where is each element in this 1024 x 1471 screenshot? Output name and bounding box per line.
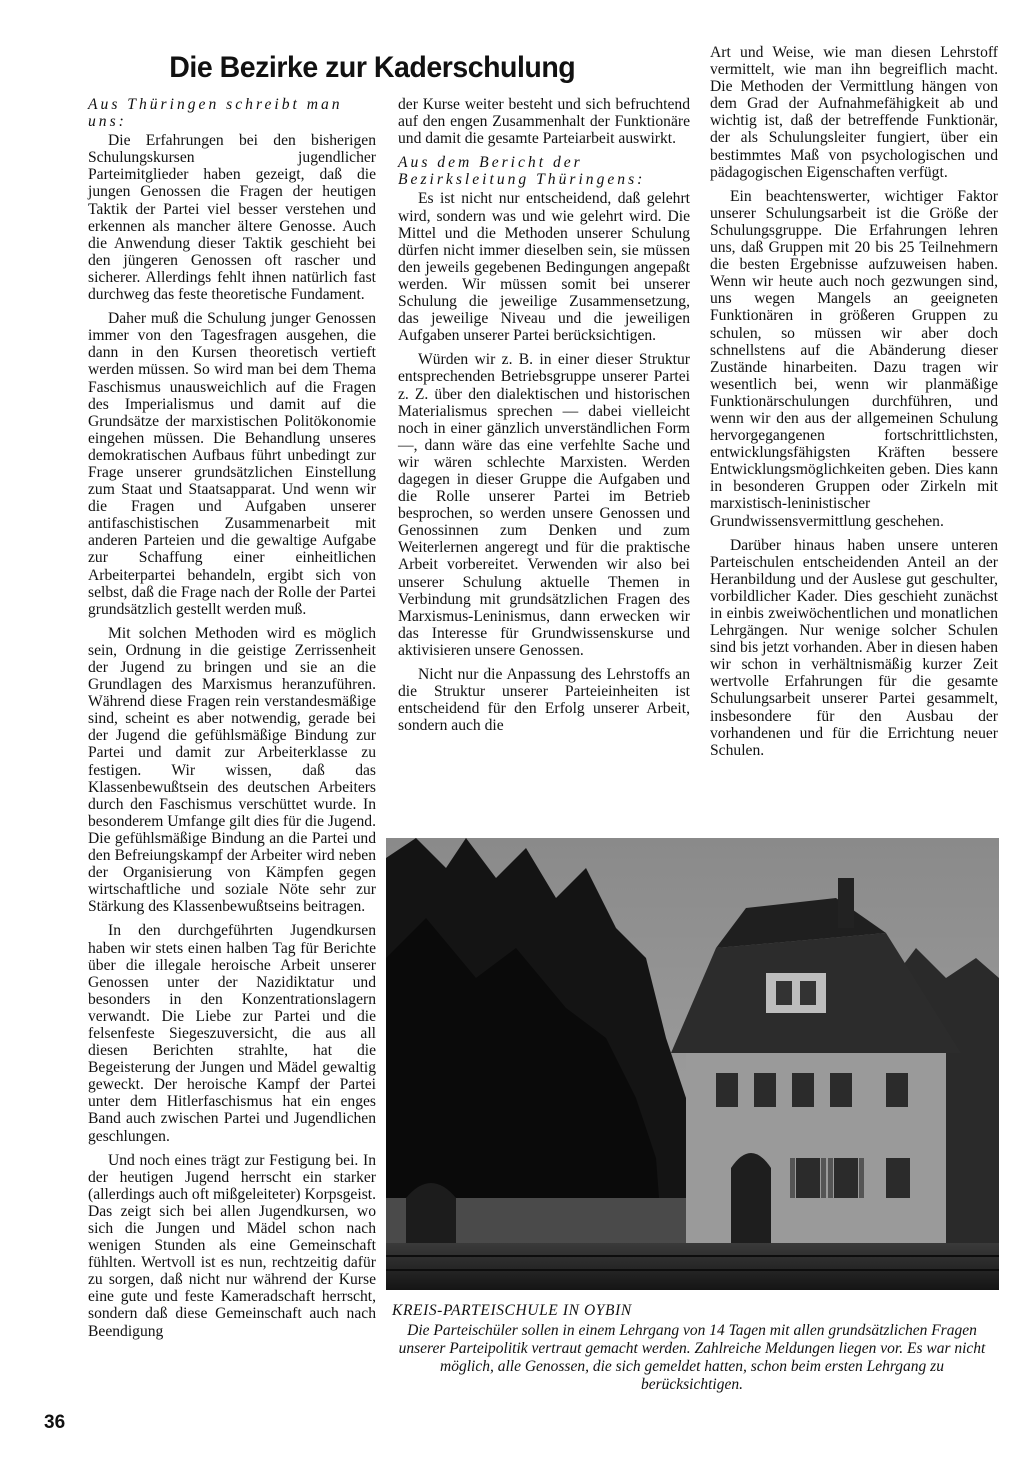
photo-caption-title: KREIS-PARTEISCHULE IN OYBIN: [392, 1302, 632, 1319]
photo-caption-text: Die Parteischüler sollen in einem Lehrgang von 14 Tagen mit allen grundsätzlichen Fragen unserer Parteipolitik vertraut gemacht werden. Zahlreiche Meldungen liegen vor. Es war nicht möglich, alle Genossen, die sich gemeldet hatten, schon beim ersten Lehrgang zu berücksichtigen.: [398, 1322, 986, 1393]
column-2-paragraph: Würden wir z. B. in einer dieser Struktur entsprechenden Betriebsgruppe unserer Partei z. Z. über den dialektischen und historischen Materialismus sprechen — dabei vielleicht noch in einer gänzlich unverständlichen Form —, dann wäre das eine verfehlte Sache und wir wären schlechte Marxisten. Werden dagegen in dieser Gruppe die Aufgaben und die Rolle unserer Partei im Betrieb besprochen, so werden unsere Genossen und Genossinnen zum Denken und zum Weiterlernen angeregt und für die praktische Arbeit vorbereitet. Verwenden wir also bei unserer Schulung aktuelle Themen in Verbindung mit grundsätzlichen Fragen des Marxismus-Leninismus, dann erwecken wir das Interesse für Grundwissenskurse und aktivisieren unsere Genossen.: [398, 351, 690, 659]
column-1-paragraph: Daher muß die Schulung junger Genossen immer von den Tagesfragen ausgehen, die dann in den Kursen theoretisch vertieft werden müssen. So wird man bei dem Thema Faschismus unausweichlich auf die Fragen des Imperialismus und damit auf die Grundsätze der marxistischen Politökonomie eingehen müssen. Die Behandlung unseres demokratischen Aufbaus führt unbedingt zur Frage unserer grundsätzlichen Einstellung zum Staat und Staatsapparat. Und wenn wir die Fragen und Aufgaben unserer antifaschistischen Zusammenarbeit mit anderen Parteien und die gewaltige Aufgabe zur Schaffung einer einheitlichen Arbeiterpartei behandeln, ergibt sich von selbst, daß die Frage nach der Rolle der Partei grundsätzlich gestellt werden muß.: [88, 310, 376, 618]
column-3-paragraph: Ein beachtenswerter, wichtiger Faktor unserer Schulungsarbeit ist die Größe der Schulungsgruppe. Die Erfahrungen lehren uns, daß Gruppen mit 20 bis 25 Teilnehmern die besten Ergebnisse aufzuweisen haben. Wenn wir heute auch noch gezwungen sind, uns wegen Mangels an geeigneten Funktionären in größeren Gruppen zu schulen, so müssen wir aber doch schnellstens auf die Abänderung dieser Zustände hinarbeiten. Dazu tragen wir wesentlich bei, wenn wir planmäßige Funktionärschulungen durchführen, und wenn wir den aus der allgemeinen Schulung hervorgegangenen fortschrittlichsten, entwicklungsfähigsten Kräften bessere Entwicklungsmöglichkeiten geben. Dies kann in besonderen Gruppen oder Zirkeln mit marxistisch-leninistischer Grundwissensvermittlung geschehen.: [710, 187, 998, 530]
column-2-lead: Aus dem Bericht der Bezirksleitung Thüringens:: [398, 154, 646, 189]
column-2-paragraph: Nicht nur die Anpassung des Lehrstoffs an die Struktur unserer Parteieinheiten ist entscheidend für den Erfolg unserer Arbeit, sondern auch die: [398, 666, 690, 735]
column-2-continuation: der Kurse weiter besteht und sich befruchtend auf den engen Zusammenhalt der Funktionäre und damit die gesamte Parteiarbeit auswirkt.: [398, 96, 690, 148]
page-number: 36: [44, 1412, 66, 1433]
column-1-paragraph: Und noch eines trägt zur Festigung bei. In der heutigen Jugend herrscht ein starker (allerdings auch oft mißgeleiteter) Korpsgeist. Das zeigt sich bei allen Jugendkursen, wo sich die Jungen und Mädel schon nach wenigen Stunden als eine Gemeinschaft fühlten. Wertvoll ist es nun, rechtzeitig dafür zu sorgen, daß nicht nur während der Kurse eine gute und feste Kameradschaft herrscht, sondern daß diese Gemeinschaft auch nach Beendigung: [88, 1151, 376, 1340]
column-3-continuation: Art und Weise, wie man diesen Lehrstoff vermittelt, wie man ihn begreiflich macht. Die Methoden der Vermittlung hängen von dem Grad der Aufnahmefähigkeit ab und wichtig ist, daß der betreffende Funktionär, der als Schulungsleiter fungiert, über ein bestimmtes Maß von psychologischen und pädagogischen Eigenschaften verfügt.: [710, 44, 998, 181]
column-3-paragraph: Darüber hinaus haben unsere unteren Parteischulen entscheidenden Anteil an der Heranbildung und der Auslese gut geschulter, vorbildlicher Kader. Dies geschieht zunächst in einbis zweiwöchentlichen und monatlichen Lehrgängen. Nur wenige solcher Schulen sind bis jetzt vorhanden. Aber in diesen haben wir schon in verhältnismäßig kurzer Zeit wertvolle Erfahrungen für die gesamte Schulungsarbeit unserer Partei gesammelt, insbesondere für den Ausbau der vorhandenen und für die Errichtung neuer Schulen.: [710, 536, 998, 759]
school-building-photo: [386, 838, 999, 1290]
article-headline: Die Bezirke zur Kaderschulung: [169, 51, 576, 84]
column-1-paragraph: Mit solchen Methoden wird es möglich sein, Ordnung in die geistige Zerrissenheit der Jugend zu bringen und sie an die Grundlagen des Marxismus heranzuführen. Während diese Fragen rein verstandesmäßige sind, scheint es aber notwendig, gerade bei der Jugend die gefühlsmäßige Bindung zur Partei und damit zur Arbeiterklasse zu festigen. Wir wissen, daß das Klassenbewußtsein des deutschen Arbeiters durch den Faschismus verschüttet wurde. In besonderem Umfange gilt dies für die Jugend. Die gefühlsmäßige Bindung an die Partei und den Befreiungskampf der Arbeiter wird neben der Organisierung von Kämpfen gegen wirtschaftliche und soziale Nöte sehr zur Stärkung des Klassenbewußtseins beitragen.: [88, 624, 376, 916]
school-building-illustration: [386, 838, 999, 1290]
column-1-lead: Aus Thüringen schreibt man uns:: [88, 96, 343, 131]
column-2-paragraph: Es ist nicht nur entscheidend, daß gelehrt wird, sondern was und wie gelehrt wird. Die Mittel und die Methoden unserer Schulung dürfen nicht immer dieselben sein, sie müssen den jeweils gegebenen Bedingungen angepaßt werden. Wir müssen somit bei unserer Schulung die jeweilige Zusammensetzung, das jeweilige Niveau und die jeweiligen Aufgaben unserer Partei berücksichtigen.: [398, 190, 690, 345]
column-3: [710, 44, 998, 766]
column-1-paragraph: Die Erfahrungen bei den bisherigen Schulungskursen jugendlicher Parteimitglieder haben gezeigt, daß die jungen Genossen die Fragen der heutigen Taktik der Partei viel besser verstehen und erkennen als mancher ältere Genosse. Auch die Anwendung dieser Taktik geschieht bei den jüngeren Genossen oft rascher und sicherer. Allerdings fehlt ihnen natürlich fast durchweg das feste theoretische Fundament.: [88, 132, 376, 304]
column-2: [398, 96, 690, 741]
column-1-paragraph: In den durchgeführten Jugendkursen haben wir stets einen halben Tag für Berichte über die illegale heroische Arbeit unserer Genossen unter der Nazidiktatur und besonders in den Konzentrationslagern verwandt. Die Liebe zur Partei und die felsenfeste Siegeszuversicht, die aus all diesen Berichten strahlte, hat die Begeisterung der Jungen und Mädel gewaltig geweckt. Der heroische Kampf der Partei unter dem Hitlerfaschismus hat ein enges Band auch zwischen Partei und Jugendlichen geschlungen.: [88, 922, 376, 1145]
column-1: [88, 96, 376, 1347]
